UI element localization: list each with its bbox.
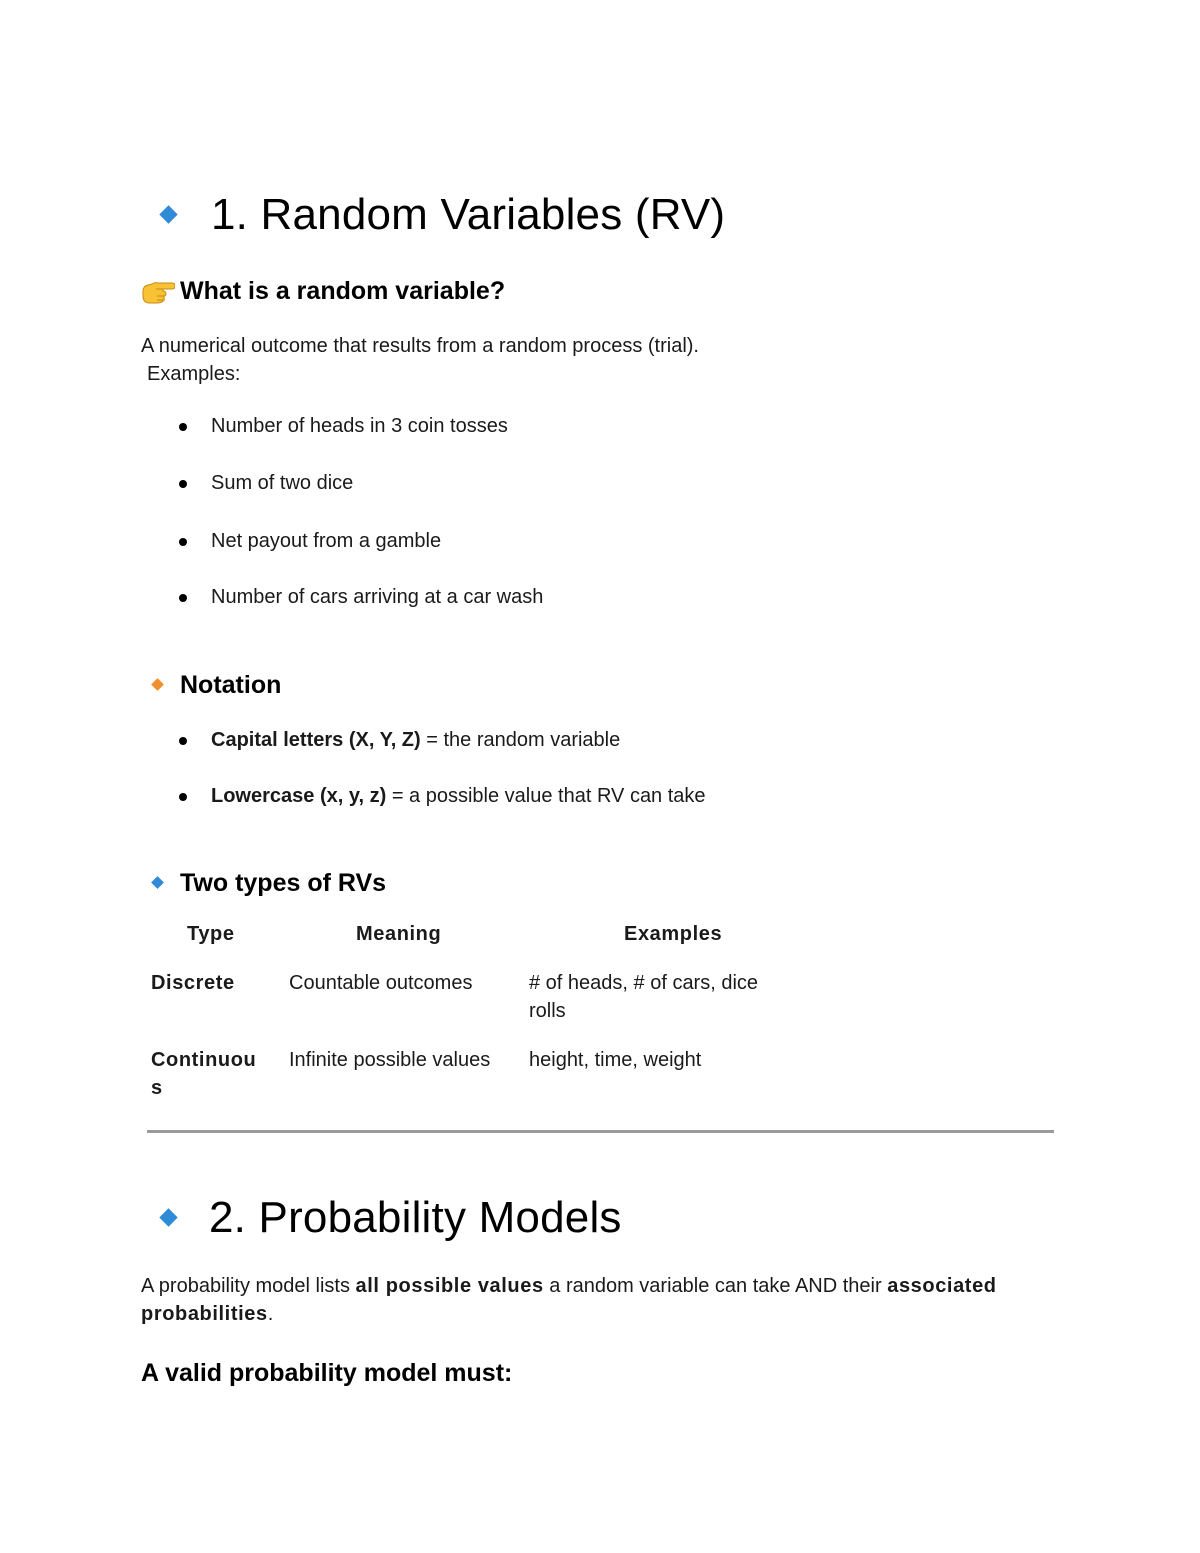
rv-definition: A numerical outcome that results from a random process (trial). [141, 335, 699, 357]
prob-model-intro [141, 1276, 997, 1296]
table-cell-type: Discrete [151, 972, 235, 994]
rv-subheading: What is a random variable? [180, 277, 506, 305]
prob-model-intro-line2 [141, 1304, 273, 1324]
table-header-meaning: Meaning [356, 923, 442, 945]
list-item: Sum of two dice [211, 472, 354, 494]
section-divider [147, 1130, 1054, 1133]
blue-diamond-icon [159, 1208, 177, 1226]
table-header-examples: Examples [624, 923, 723, 945]
table-cell-examples: # of heads, # of cars, dice rolls [529, 972, 759, 1022]
section2-title: 2. Probability Models [209, 1193, 622, 1242]
section1-title: 1. Random Variables (RV) [211, 190, 726, 239]
notation-item-rest: = a possible value that RV can take [386, 785, 706, 807]
list-bullet [179, 538, 187, 546]
intro-bold: associated [887, 1275, 997, 1297]
notation-heading: Notation [180, 671, 282, 699]
list-bullet [179, 480, 187, 488]
list-bullet [179, 594, 187, 602]
notation-item [211, 786, 706, 806]
examples-label: Examples: [147, 363, 241, 385]
notation-item-bold: Capital letters (X, Y, Z) [211, 729, 421, 751]
notation-item-rest: = the random variable [420, 729, 621, 751]
list-item: Number of heads in 3 coin tosses [211, 415, 508, 437]
blue-diamond-icon [159, 205, 177, 223]
list-bullet [179, 737, 187, 745]
intro-text: a random variable can take AND their [543, 1275, 888, 1297]
table-cell-meaning: Infinite possible values [289, 1049, 491, 1071]
table-cell-type: Continuous [151, 1049, 257, 1099]
list-bullet [179, 423, 187, 431]
blue-diamond-icon [151, 876, 164, 889]
list-item: Net payout from a gamble [211, 530, 442, 552]
orange-diamond-icon [151, 678, 164, 691]
table-cell-meaning: Countable outcomes [289, 972, 473, 994]
intro-bold: probabilities [141, 1303, 268, 1325]
pointing-hand-icon [141, 278, 175, 304]
list-item: Number of cars arriving at a car wash [211, 586, 544, 608]
intro-text: A probability model lists [141, 1275, 356, 1297]
types-heading: Two types of RVs [180, 869, 387, 897]
notation-item-bold: Lowercase (x, y, z) [211, 785, 387, 807]
notation-item [211, 730, 620, 750]
valid-model-heading: A valid probability model must: [141, 1359, 513, 1387]
intro-text: . [267, 1303, 274, 1325]
list-bullet [179, 793, 187, 801]
table-cell-examples: height, time, weight [529, 1049, 702, 1071]
intro-bold: all possible values [355, 1275, 544, 1297]
table-header-type: Type [187, 923, 235, 945]
